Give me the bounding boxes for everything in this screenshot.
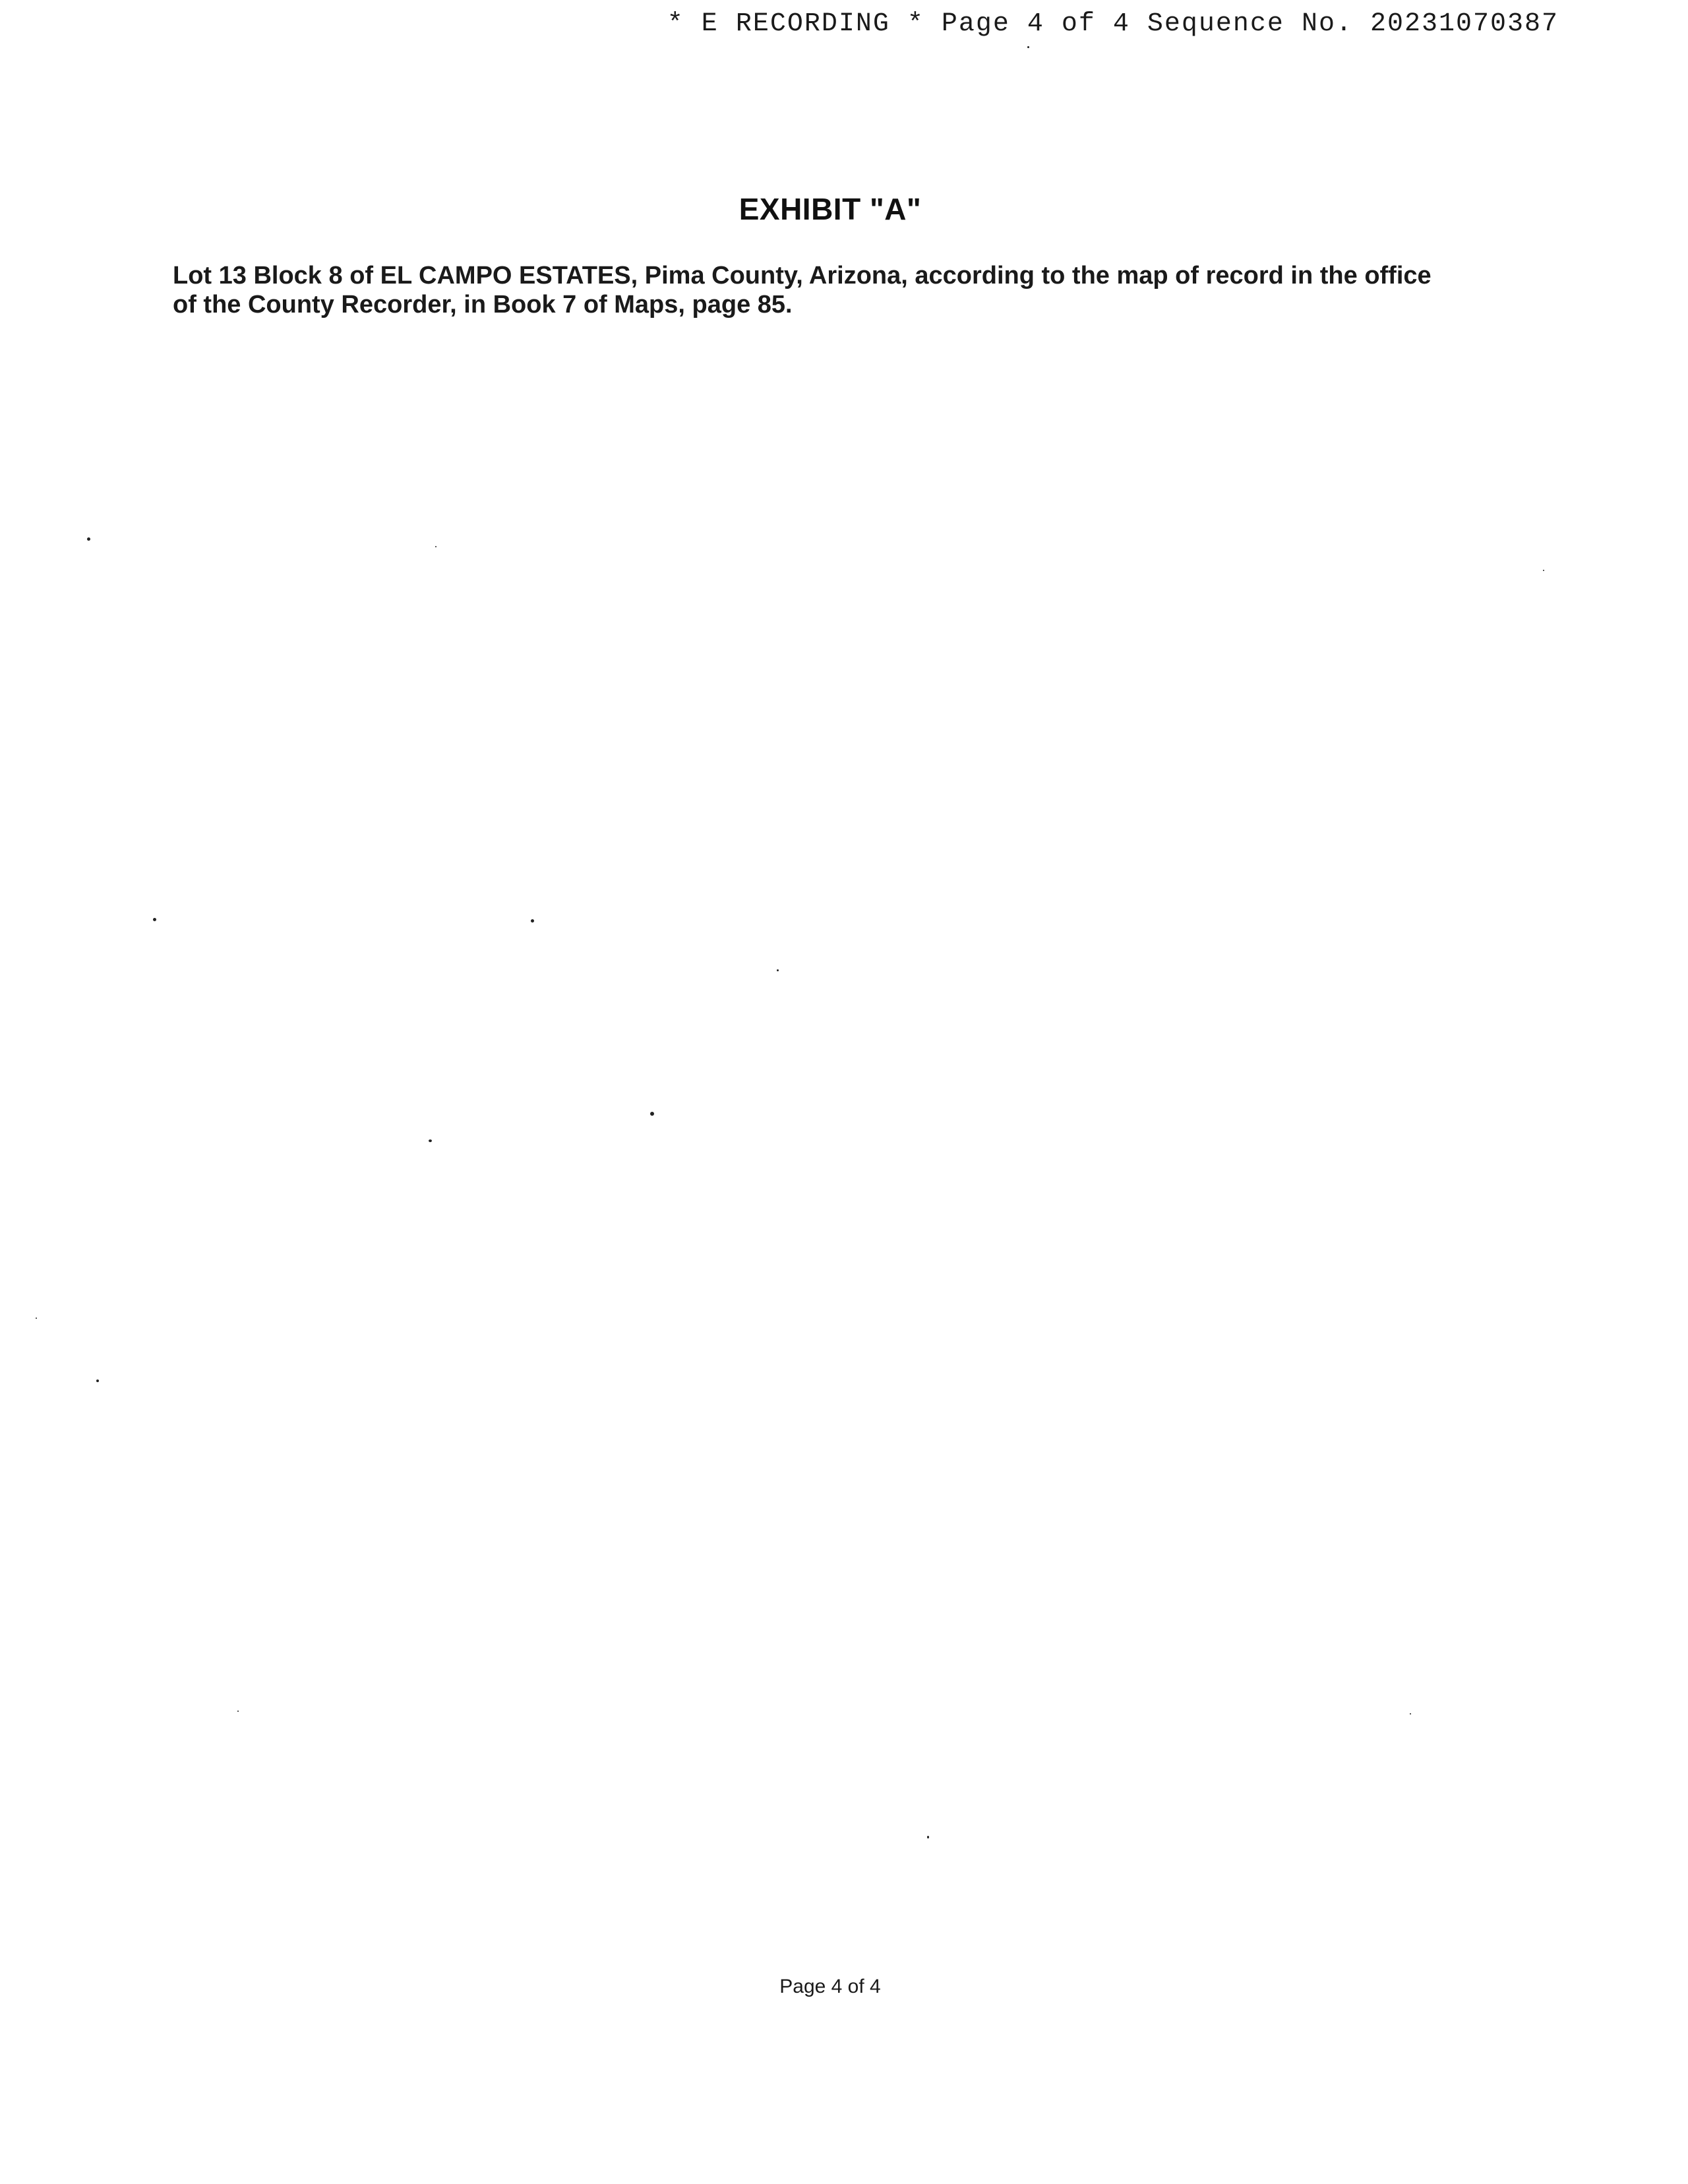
- recording-header: * E RECORDING * Page 4 of 4 Sequence No. 20231070387: [667, 9, 1559, 39]
- scan-speck: [429, 1139, 432, 1142]
- exhibit-title: EXHIBIT "A": [738, 192, 922, 226]
- legal-description: [173, 261, 1492, 319]
- scan-speck: [435, 546, 437, 547]
- legal-description-line-1: Lot 13 Block 8 of EL CAMPO ESTATES, Pima County, Arizona, according to the map of record in the office: [173, 262, 1432, 289]
- scan-speck: [36, 1318, 37, 1319]
- legal-description-line-2: of the County Recorder, in Book 7 of Maps, page 85.: [173, 291, 793, 318]
- scan-speck: [1543, 570, 1544, 571]
- scan-speck: [1027, 46, 1029, 48]
- scan-speck: [531, 919, 534, 923]
- scan-speck: [927, 1836, 929, 1838]
- scan-speck: [237, 1711, 239, 1712]
- scan-speck: [87, 537, 90, 541]
- page-footer: Page 4 of 4: [779, 1976, 881, 1997]
- scan-speck: [777, 969, 779, 971]
- scan-speck: [650, 1112, 654, 1116]
- scan-speck: [96, 1380, 99, 1382]
- scan-speck: [1410, 1713, 1411, 1714]
- scan-speck: [153, 918, 156, 921]
